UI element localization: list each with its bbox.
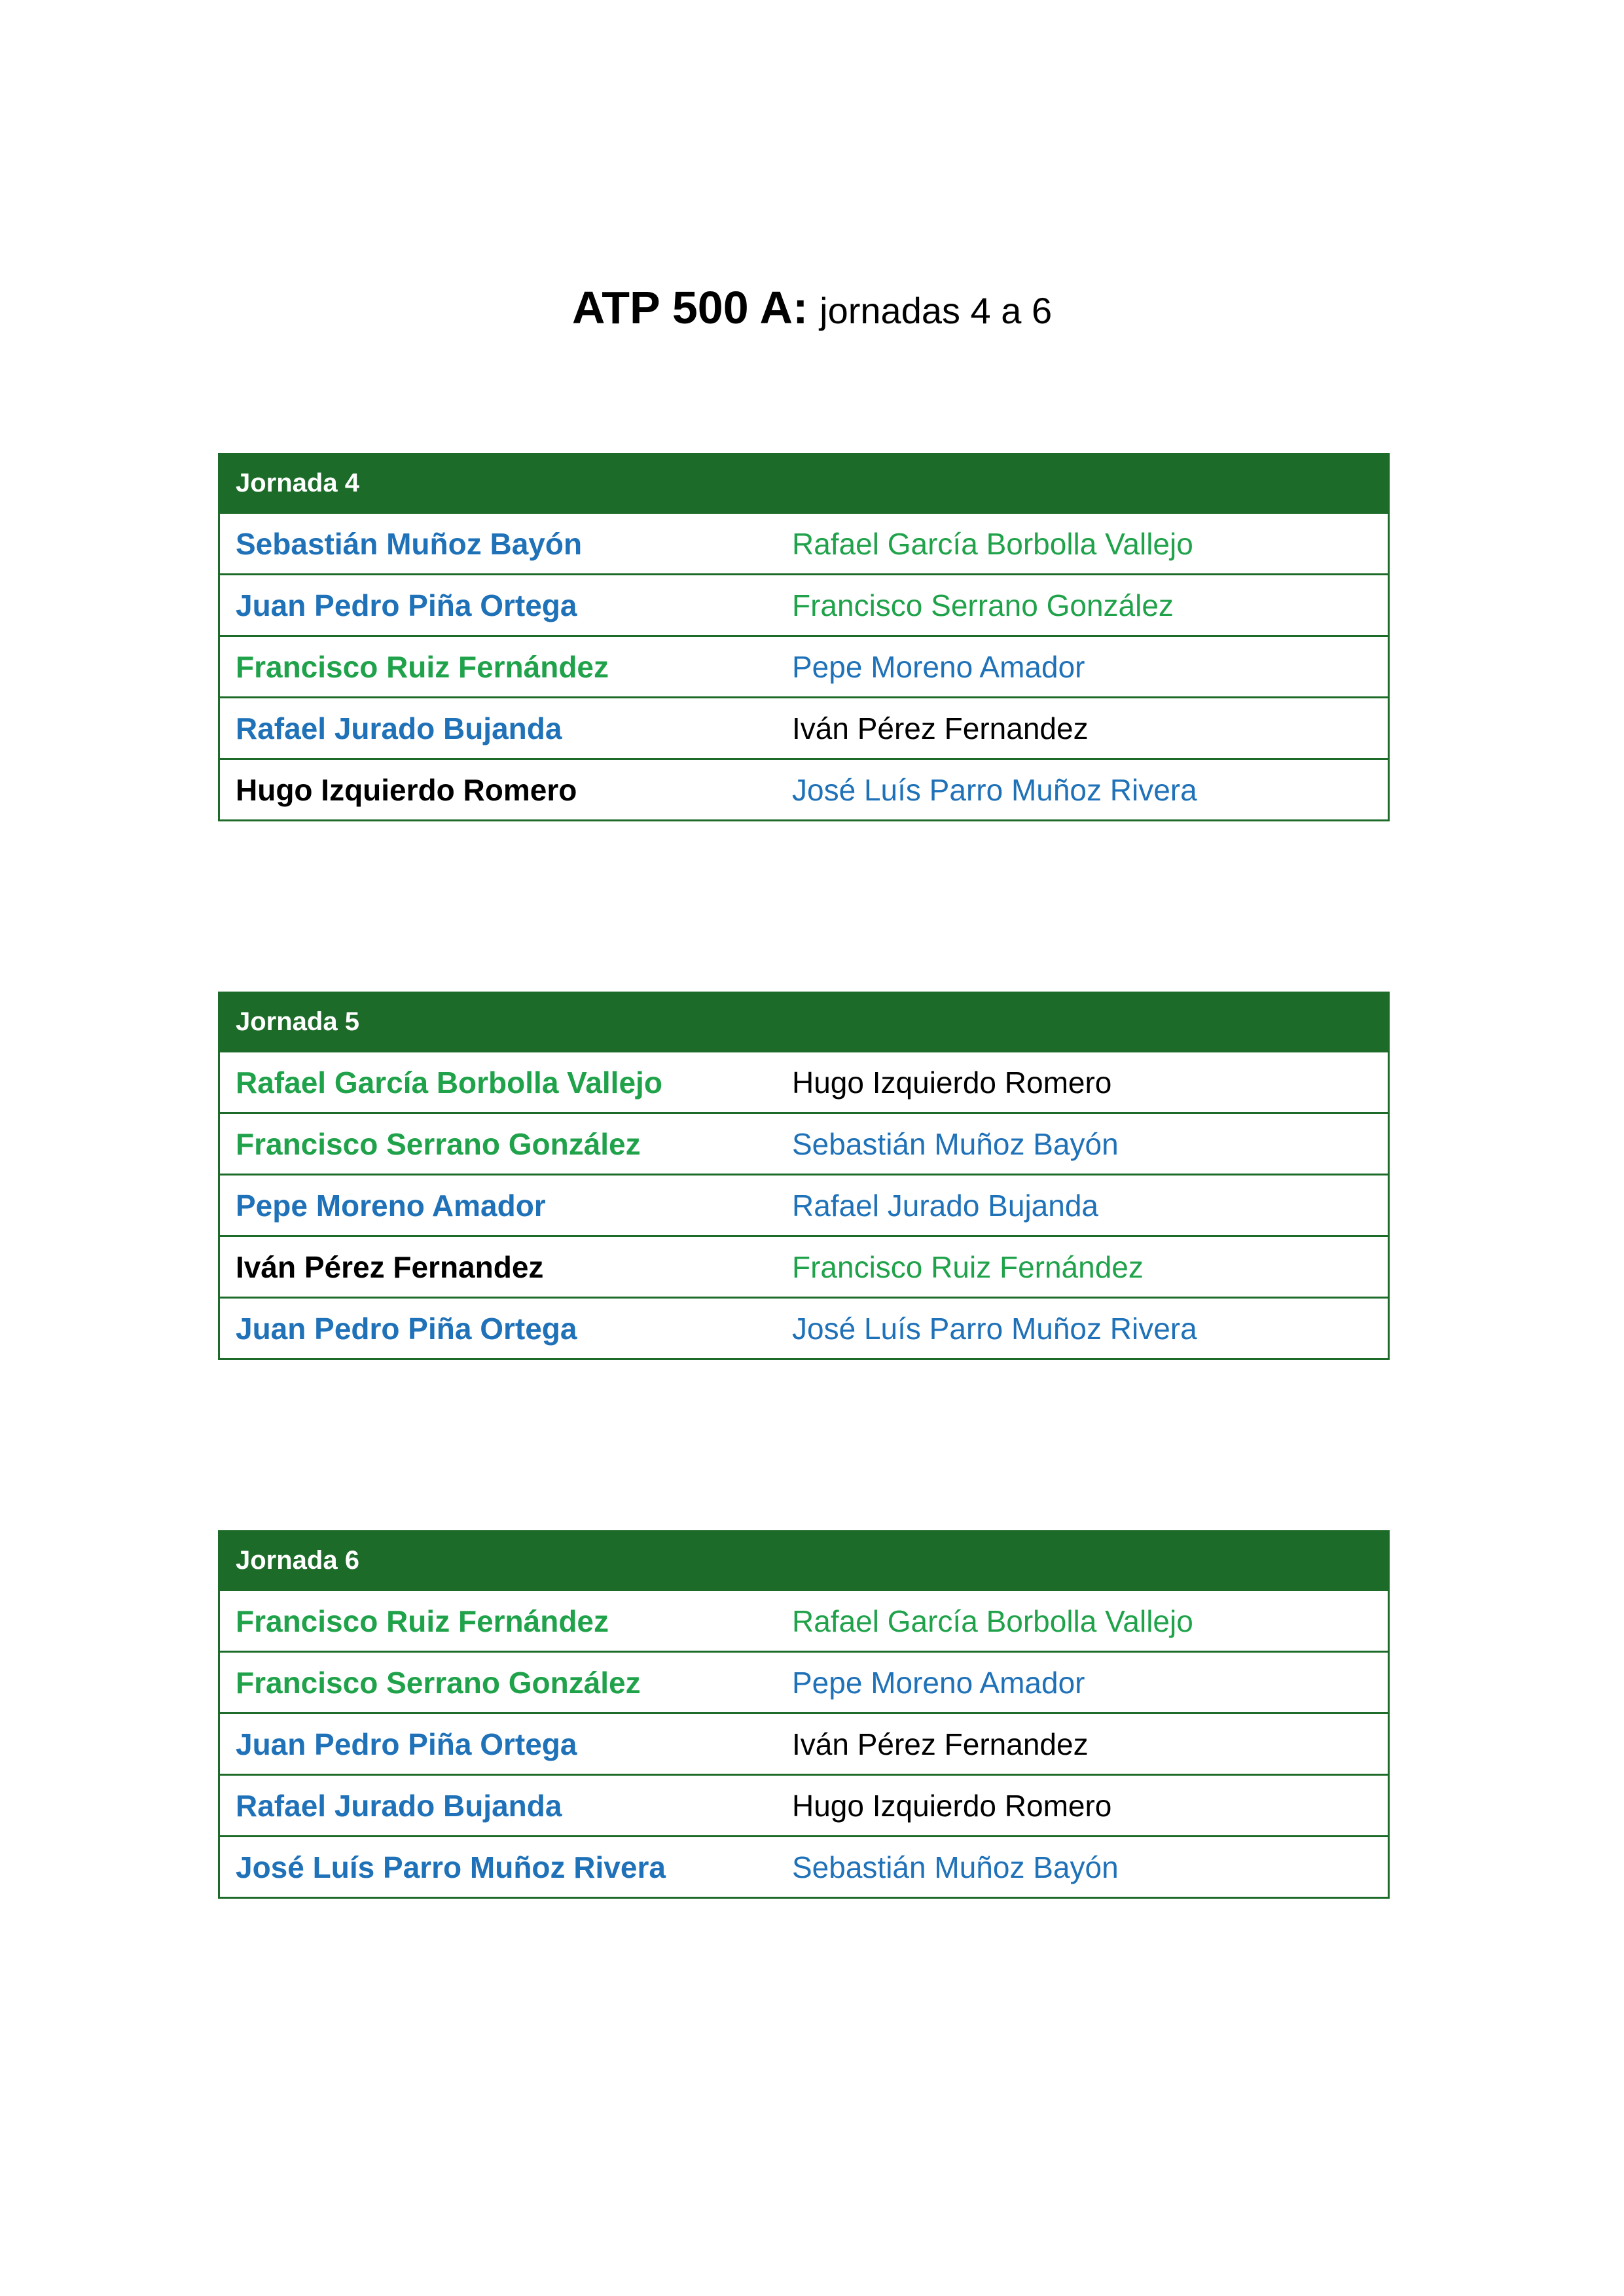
round-header: Jornada 5 xyxy=(220,994,1388,1050)
match-row xyxy=(220,1589,1388,1651)
home-player: Rafael Jurado Bujanda xyxy=(236,711,562,745)
away-player: Francisco Serrano González xyxy=(792,588,1174,622)
match-row xyxy=(220,1835,1388,1897)
home-player: Francisco Serrano González xyxy=(236,1665,641,1700)
away-player: Iván Pérez Fernandez xyxy=(792,1727,1089,1761)
match-row xyxy=(220,573,1388,635)
match-row xyxy=(220,758,1388,819)
match-row xyxy=(220,1235,1388,1297)
home-player: Sebastián Muñoz Bayón xyxy=(236,526,583,561)
home-player: Francisco Serrano González xyxy=(236,1126,641,1161)
round-table-jornada-6 xyxy=(218,1530,1390,1899)
away-player: Rafael Jurado Bujanda xyxy=(792,1188,1098,1223)
away-player: José Luís Parro Muñoz Rivera xyxy=(792,1311,1197,1346)
home-player: Pepe Moreno Amador xyxy=(236,1188,546,1223)
match-row xyxy=(220,1297,1388,1358)
home-player: Hugo Izquierdo Romero xyxy=(236,772,577,807)
round-header: Jornada 4 xyxy=(220,455,1388,512)
away-player: José Luís Parro Muñoz Rivera xyxy=(792,772,1197,807)
match-row xyxy=(220,1774,1388,1835)
away-player: Pepe Moreno Amador xyxy=(792,1665,1085,1700)
match-row xyxy=(220,635,1388,696)
away-player: Hugo Izquierdo Romero xyxy=(792,1788,1112,1823)
round-table-jornada-5 xyxy=(218,992,1390,1360)
match-row xyxy=(220,1712,1388,1774)
page-title xyxy=(0,281,1624,334)
away-player: Francisco Ruiz Fernández xyxy=(792,1249,1144,1284)
away-player: Pepe Moreno Amador xyxy=(792,649,1085,684)
away-player: Rafael García Borbolla Vallejo xyxy=(792,526,1193,561)
home-player: Rafael Jurado Bujanda xyxy=(236,1788,562,1823)
away-player: Rafael García Borbolla Vallejo xyxy=(792,1604,1193,1638)
home-player: José Luís Parro Muñoz Rivera xyxy=(236,1850,666,1884)
away-player: Sebastián Muñoz Bayón xyxy=(792,1126,1119,1161)
title-subtitle: jornadas 4 a 6 xyxy=(820,290,1053,331)
title-main: ATP 500 A: xyxy=(571,282,808,333)
home-player: Iván Pérez Fernandez xyxy=(236,1249,544,1284)
home-player: Juan Pedro Piña Ortega xyxy=(236,588,577,622)
round-header: Jornada 6 xyxy=(220,1532,1388,1589)
match-row xyxy=(220,1651,1388,1712)
away-player: Sebastián Muñoz Bayón xyxy=(792,1850,1119,1884)
home-player: Francisco Ruiz Fernández xyxy=(236,1604,609,1638)
match-row xyxy=(220,512,1388,573)
match-row xyxy=(220,1050,1388,1112)
match-row xyxy=(220,696,1388,758)
home-player: Juan Pedro Piña Ortega xyxy=(236,1727,577,1761)
home-player: Juan Pedro Piña Ortega xyxy=(236,1311,577,1346)
home-player: Rafael García Borbolla Vallejo xyxy=(236,1065,662,1100)
match-row xyxy=(220,1174,1388,1235)
away-player: Hugo Izquierdo Romero xyxy=(792,1065,1112,1100)
match-row xyxy=(220,1112,1388,1174)
round-table-jornada-4 xyxy=(218,453,1390,821)
away-player: Iván Pérez Fernandez xyxy=(792,711,1089,745)
home-player: Francisco Ruiz Fernández xyxy=(236,649,609,684)
